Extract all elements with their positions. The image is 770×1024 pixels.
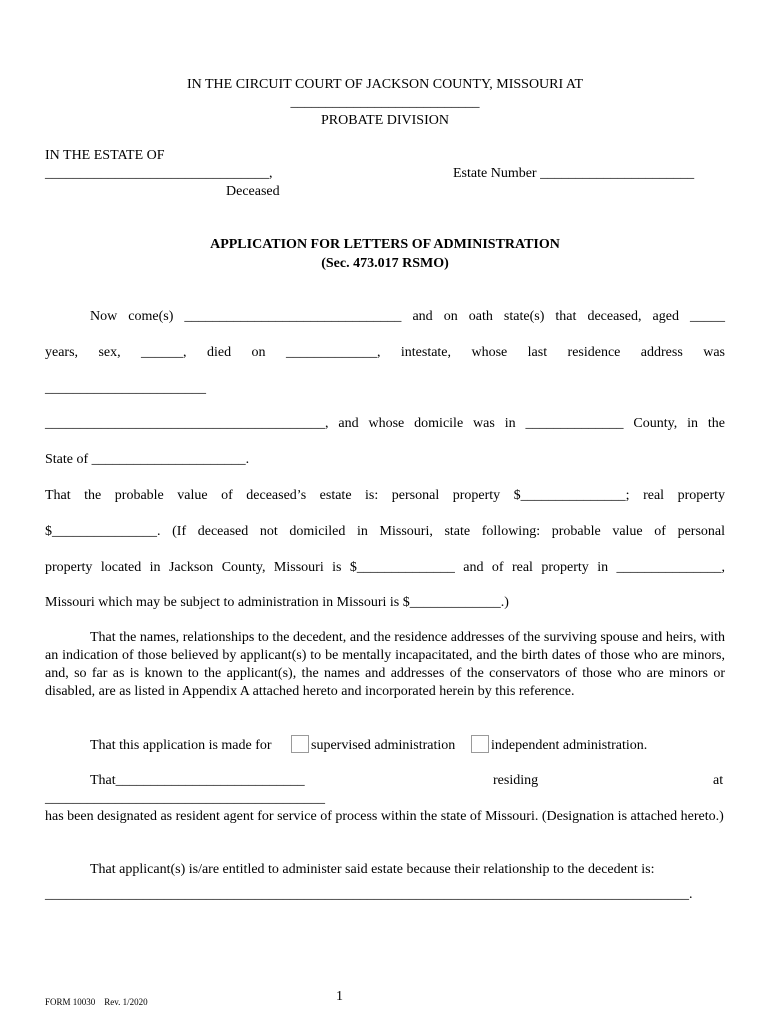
deceased-name-blank[interactable]: ________________________________, — [45, 166, 273, 181]
p1-line3[interactable]: _______________________ — [45, 381, 206, 396]
supervised-administration-checkbox[interactable] — [291, 735, 309, 753]
p2-line4[interactable]: Missouri which may be subject to administration in Missouri is $_____________.) — [45, 595, 509, 610]
p2-line1[interactable]: That the probable value of deceased’s estate is: personal property $_______________; real property — [45, 488, 725, 503]
p1-line4[interactable]: ________________________________________, and whose domicile was in ______________ County, in the — [45, 416, 725, 431]
division-heading: PROBATE DIVISION — [321, 113, 449, 128]
court-location-blank[interactable]: ___________________________ — [290, 95, 480, 110]
form-number: FORM 10030 Rev. 1/2020 — [45, 997, 148, 1007]
agent-address-blank[interactable]: ________________________________________ — [45, 791, 325, 806]
p1-line2[interactable]: years, sex, ______, died on _____________, intestate, whose last residence address was — [45, 345, 725, 360]
court-heading: IN THE CIRCUIT COURT OF JACKSON COUNTY, MISSOURI AT — [186, 77, 583, 92]
relationship-blank[interactable]: ____________________________________________________________________________________________. — [45, 887, 693, 902]
deceased-label: Deceased — [226, 184, 280, 199]
p2-line2[interactable]: $_______________. (If deceased not domiciled in Missouri, state following: probable value of personal — [45, 524, 725, 539]
document-title: APPLICATION FOR LETTERS OF ADMINISTRATION — [210, 237, 560, 252]
p1-line1[interactable]: Now come(s) _______________________________ and on oath state(s) that deceased, aged _____ — [90, 309, 725, 324]
supervised-administration-label: supervised administration — [311, 738, 456, 753]
page-number: 1 — [336, 989, 343, 1004]
estate-of-label: IN THE ESTATE OF — [45, 148, 165, 163]
resident-agent-paragraph: has been designated as resident agent for service of process within the state of Missouri. (Designation is attached hereto.) — [45, 809, 724, 824]
resident-agent-field[interactable]: That___________________________ — [90, 773, 305, 788]
p1-line5[interactable]: State of ______________________. — [45, 452, 250, 467]
estate-number-field[interactable]: Estate Number ______________________ — [453, 166, 695, 181]
at-label: at — [713, 773, 724, 788]
entitlement-statement: That applicant(s) is/are entitled to administer said estate because their relationship to the decedent is: — [90, 862, 655, 877]
heirs-paragraph: That the names, relationships to the decedent, and the residence addresses of the surviving spouse and heirs, with an indication of those believed by applicant(s) to be mentally incapacitated, and the birth dates of those who are minors, and, so far as is known to the applicant(s), the names and addresses of the conservators of those who are minors or disabled, are as listed in Appendix A attached hereto and incorporated herein by this reference. — [45, 630, 725, 699]
statute-reference: (Sec. 473.017 RSMO) — [321, 256, 449, 271]
p2-line3[interactable]: property located in Jackson County, Missouri is $______________ and of real property in _______________, — [45, 560, 725, 575]
independent-administration-checkbox[interactable] — [471, 735, 489, 753]
residing-label: residing — [493, 773, 539, 788]
independent-administration-label: independent administration. — [491, 738, 648, 753]
administration-type-label: That this application is made for — [90, 738, 272, 753]
